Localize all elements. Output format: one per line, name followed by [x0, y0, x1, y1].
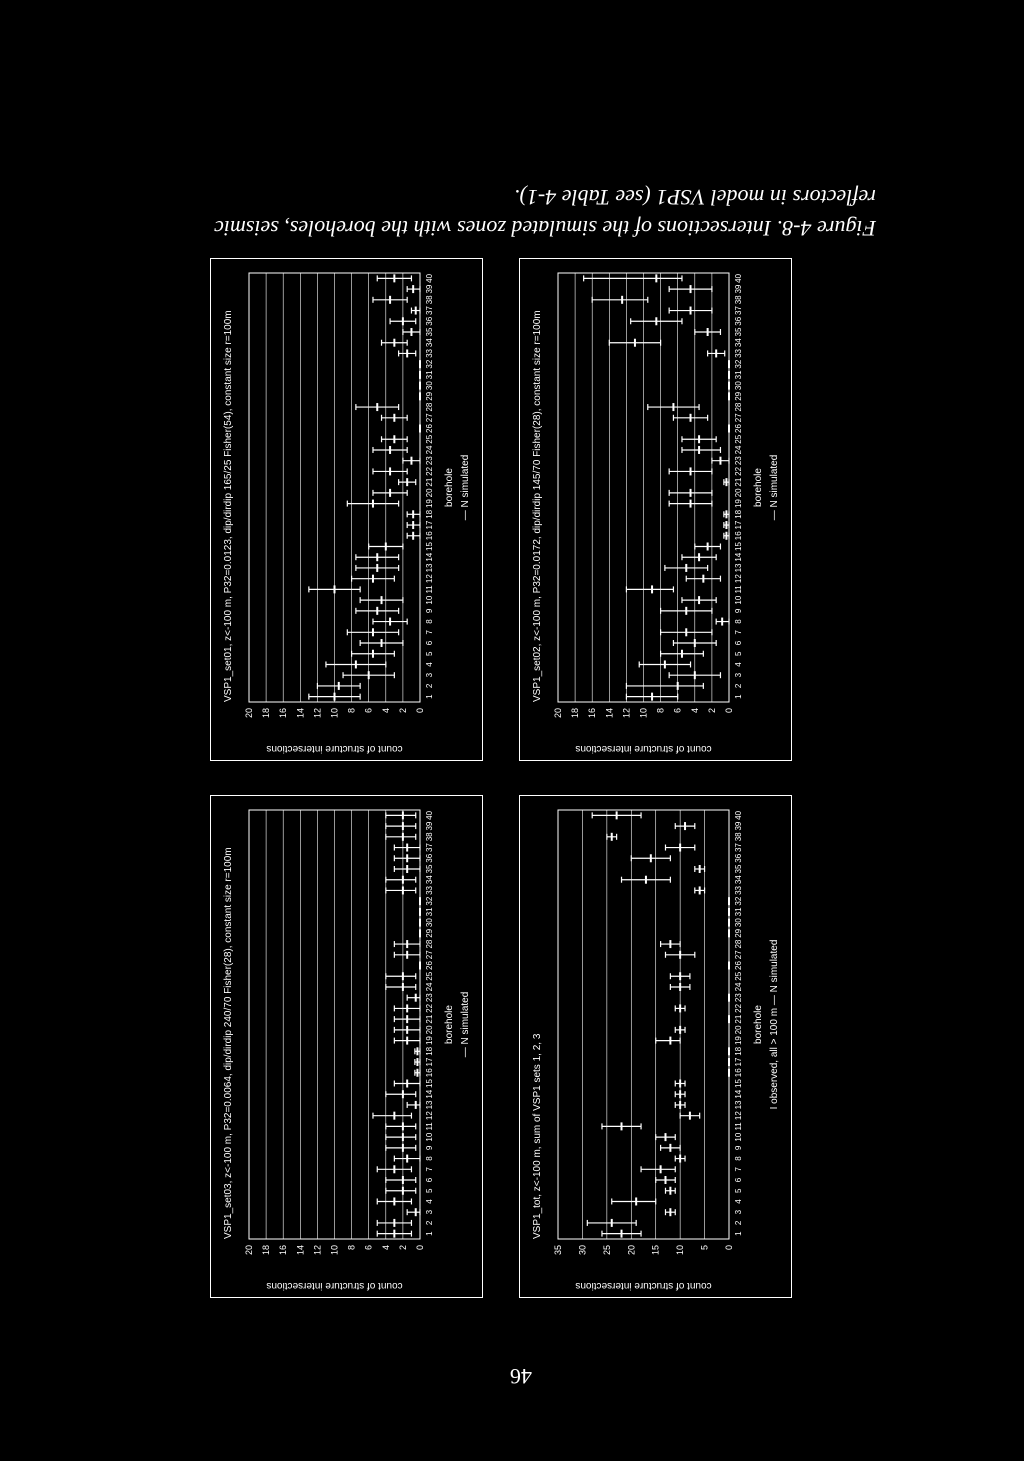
x-tick-label: 20	[425, 488, 434, 498]
x-tick-label: 6	[734, 1177, 743, 1183]
x-tick-label: 25	[425, 971, 434, 981]
x-tick-label: 29	[734, 928, 743, 938]
y-tick-label: 12	[312, 1245, 323, 1256]
chart-set03-frame	[519, 795, 792, 1298]
x-tick-label: 13	[425, 1100, 434, 1110]
x-tick-label: 3	[425, 672, 434, 678]
x-tick-label: 16	[425, 1068, 434, 1078]
x-tick-label: 29	[425, 391, 434, 401]
chart-body-tot	[532, 810, 780, 1291]
x-tick-label: 37	[425, 843, 434, 852]
x-tick-label: 40	[425, 810, 434, 820]
x-tick-label: 5	[734, 651, 743, 656]
x-tick-label: 10	[425, 1132, 434, 1142]
y-tick-label: 10	[329, 1245, 340, 1256]
x-tick-label: 37	[734, 843, 743, 852]
x-tick-label: 6	[425, 1177, 434, 1183]
x-tick-label: 10	[425, 595, 434, 605]
y-tick-label: 0	[415, 708, 425, 714]
y-tick-label: 8	[655, 708, 666, 714]
x-tick-label: 29	[734, 391, 743, 401]
x-tick-label: 2	[425, 683, 434, 689]
x-tick-label: 10	[734, 1132, 743, 1142]
x-tick-label: 27	[734, 413, 743, 423]
x-tick-label: 11	[425, 585, 434, 594]
x-tick-label: 39	[425, 821, 434, 831]
x-tick-label: 35	[734, 864, 743, 874]
x-tick-label: 18	[734, 1046, 743, 1056]
y-tick-label: 18	[261, 708, 272, 719]
chart-set03	[518, 794, 791, 1297]
x-axis-label: borehole	[444, 1005, 455, 1044]
x-tick-label: 14	[734, 552, 743, 562]
x-tick-label: 25	[425, 434, 434, 444]
x-tick-label: 1	[425, 1231, 434, 1236]
x-tick-label: 32	[734, 359, 743, 369]
x-tick-label: 14	[734, 1089, 743, 1099]
x-tick-label: 34	[425, 875, 434, 885]
x-tick-label: 28	[734, 402, 743, 412]
x-tick-label: 34	[734, 875, 743, 885]
x-tick-label: 1	[734, 1231, 743, 1236]
x-tick-label: 11	[734, 585, 743, 594]
chart-tot-frame	[210, 795, 483, 1298]
x-axis-label: borehole	[753, 468, 764, 507]
x-tick-label: 33	[734, 885, 743, 895]
x-tick-label: 22	[425, 466, 434, 476]
x-tick-label: 7	[734, 1167, 743, 1172]
x-tick-label: 34	[734, 338, 743, 348]
chart-set02	[209, 257, 482, 760]
x-tick-label: 37	[734, 306, 743, 315]
y-axis-label: count of structure intersections	[575, 1280, 712, 1291]
x-tick-label: 5	[425, 651, 434, 656]
y-tick-label: 16	[278, 708, 289, 719]
y-tick-label: 20	[244, 1245, 254, 1256]
x-tick-label: 33	[425, 348, 434, 358]
chart-title: VSP1_set03, z<-100 m, P32=0.0064, dip/dirdip 240/70 Fisher(28), constant size r=100m	[223, 847, 234, 1239]
y-tick-label: 8	[346, 708, 357, 714]
x-tick-label: 31	[734, 370, 743, 380]
x-tick-label: 35	[425, 327, 434, 337]
x-tick-label: 23	[425, 993, 434, 1003]
x-tick-label: 9	[734, 1145, 743, 1151]
x-tick-label: 23	[425, 456, 434, 466]
x-tick-label: 11	[734, 1122, 743, 1131]
y-tick-label: 10	[675, 1245, 686, 1256]
chart-tot	[209, 794, 482, 1297]
chart-body-set02	[532, 273, 780, 754]
x-tick-label: 34	[425, 338, 434, 348]
x-tick-label: 38	[734, 295, 743, 305]
x-tick-label: 4	[425, 662, 434, 667]
x-tick-label: 20	[734, 488, 743, 498]
x-tick-label: 10	[734, 595, 743, 605]
plot-area	[558, 810, 729, 1239]
y-tick-label: 15	[650, 1245, 661, 1256]
x-tick-label: 8	[425, 1156, 434, 1161]
x-tick-label: 21	[734, 477, 743, 487]
x-tick-label: 25	[734, 971, 743, 981]
x-tick-label: 17	[425, 1057, 434, 1067]
x-tick-label: 39	[425, 284, 434, 294]
y-tick-label: 20	[626, 1245, 637, 1256]
x-tick-label: 8	[425, 619, 434, 624]
chart-title: VSP1_tot, z<-100 m, sum of VSP1 sets 1, 2, 3	[532, 1033, 543, 1239]
y-tick-label: 16	[587, 708, 598, 719]
x-tick-label: 17	[425, 520, 434, 530]
x-tick-label: 24	[425, 445, 434, 455]
legend: — N simulated	[460, 454, 471, 521]
y-tick-label: 4	[380, 708, 391, 714]
page-number: 46	[510, 1364, 532, 1389]
chart-set01	[518, 257, 791, 760]
x-tick-label: 19	[734, 1036, 743, 1046]
x-tick-label: 20	[425, 1025, 434, 1035]
x-tick-label: 38	[734, 832, 743, 842]
x-tick-label: 31	[425, 907, 434, 917]
x-tick-label: 15	[734, 1079, 743, 1088]
x-tick-label: 8	[734, 619, 743, 624]
x-tick-label: 4	[425, 1199, 434, 1204]
chart-title: VSP1_set02, z<-100 m, P32=0.0172, dip/dirdip 145/70 Fisher(28), constant size r=100m	[532, 310, 543, 702]
x-tick-label: 18	[425, 1046, 434, 1056]
x-tick-label: 28	[425, 402, 434, 412]
x-tick-label: 2	[425, 1220, 434, 1226]
y-tick-label: 12	[621, 708, 632, 719]
y-tick-label: 14	[295, 1245, 306, 1256]
chart-title: VSP1_set01, z<-100 m, P32=0.0123, dip/dirdip 165/25 Fisher(54), constant size r=100m	[223, 310, 234, 702]
x-tick-label: 11	[425, 1122, 434, 1131]
x-tick-label: 15	[734, 542, 743, 551]
y-tick-label: 14	[604, 708, 615, 719]
y-tick-label: 5	[699, 1245, 710, 1251]
x-tick-label: 16	[425, 531, 434, 541]
chart-body-set03	[223, 810, 471, 1291]
x-tick-label: 29	[425, 928, 434, 938]
y-tick-label: 0	[724, 708, 734, 714]
x-tick-label: 36	[425, 853, 434, 863]
x-tick-label: 39	[734, 284, 743, 294]
x-tick-label: 14	[425, 552, 434, 562]
x-tick-label: 4	[734, 1199, 743, 1204]
x-tick-label: 7	[425, 630, 434, 635]
x-tick-label: 6	[425, 640, 434, 646]
y-axis-label: count of structure intersections	[266, 743, 403, 754]
x-tick-label: 14	[425, 1089, 434, 1099]
x-tick-label: 26	[425, 424, 434, 433]
y-tick-label: 18	[570, 708, 581, 719]
x-tick-label: 26	[734, 424, 743, 433]
y-tick-label: 8	[346, 1245, 357, 1251]
chart-set01-frame	[519, 258, 792, 761]
x-tick-label: 17	[734, 520, 743, 530]
x-tick-label: 16	[734, 531, 743, 541]
y-tick-label: 4	[380, 1245, 391, 1251]
x-tick-label: 7	[734, 630, 743, 635]
x-tick-label: 36	[734, 853, 743, 863]
x-tick-label: 35	[425, 864, 434, 874]
y-tick-label: 6	[672, 708, 683, 714]
x-tick-label: 40	[734, 810, 743, 820]
x-tick-label: 5	[425, 1188, 434, 1193]
y-tick-label: 20	[553, 708, 563, 719]
x-tick-label: 15	[425, 1079, 434, 1088]
x-tick-label: 35	[734, 327, 743, 337]
x-tick-label: 7	[425, 1167, 434, 1172]
y-tick-label: 18	[261, 1245, 272, 1256]
x-tick-label: 5	[734, 1188, 743, 1193]
x-axis-label: borehole	[753, 1005, 764, 1044]
legend: — N simulated	[769, 454, 780, 521]
x-tick-label: 1	[734, 694, 743, 699]
x-tick-label: 20	[734, 1025, 743, 1035]
x-tick-label: 26	[425, 961, 434, 970]
x-tick-label: 27	[425, 413, 434, 423]
x-tick-label: 33	[425, 885, 434, 895]
x-tick-label: 40	[734, 273, 743, 283]
x-tick-label: 3	[734, 672, 743, 678]
x-tick-label: 3	[734, 1209, 743, 1215]
x-tick-label: 9	[425, 1145, 434, 1151]
x-tick-label: 9	[425, 608, 434, 614]
y-tick-label: 35	[553, 1245, 563, 1256]
x-tick-label: 17	[734, 1057, 743, 1067]
x-tick-label: 4	[734, 662, 743, 667]
x-tick-label: 3	[425, 1209, 434, 1215]
x-tick-label: 15	[425, 542, 434, 551]
y-axis-label: count of structure intersections	[575, 743, 712, 754]
x-tick-label: 12	[734, 574, 743, 584]
x-tick-label: 13	[734, 563, 743, 573]
y-tick-label: 30	[577, 1245, 588, 1256]
x-tick-label: 32	[734, 896, 743, 906]
y-axis-label: count of structure intersections	[266, 1280, 403, 1291]
x-tick-label: 19	[425, 1036, 434, 1046]
x-tick-label: 13	[425, 563, 434, 573]
x-tick-label: 31	[734, 907, 743, 917]
y-tick-label: 25	[601, 1245, 612, 1256]
x-tick-label: 12	[425, 1111, 434, 1121]
x-tick-label: 24	[734, 445, 743, 455]
x-tick-label: 23	[734, 993, 743, 1003]
x-tick-label: 21	[425, 477, 434, 487]
x-tick-label: 32	[425, 359, 434, 369]
chart-set02-frame	[210, 258, 483, 761]
x-tick-label: 21	[425, 1014, 434, 1024]
x-tick-label: 38	[425, 832, 434, 842]
x-tick-label: 27	[734, 950, 743, 960]
x-tick-label: 30	[734, 381, 743, 391]
x-tick-label: 6	[734, 640, 743, 646]
x-tick-label: 16	[734, 1068, 743, 1078]
x-tick-label: 39	[734, 821, 743, 831]
y-tick-label: 6	[363, 708, 374, 714]
x-tick-label: 22	[734, 466, 743, 476]
x-tick-label: 22	[734, 1003, 743, 1013]
x-tick-label: 9	[734, 608, 743, 614]
x-tick-label: 8	[734, 1156, 743, 1161]
x-tick-label: 12	[734, 1111, 743, 1121]
x-tick-label: 28	[425, 939, 434, 949]
y-tick-label: 2	[706, 708, 717, 714]
x-tick-label: 31	[425, 370, 434, 380]
x-tick-label: 38	[425, 295, 434, 305]
y-tick-label: 16	[278, 1245, 289, 1256]
x-tick-label: 25	[734, 434, 743, 444]
y-tick-label: 6	[363, 1245, 374, 1251]
y-tick-label: 2	[397, 1245, 408, 1251]
x-tick-label: 23	[734, 456, 743, 466]
x-tick-label: 30	[425, 381, 434, 391]
x-tick-label: 30	[734, 918, 743, 928]
x-tick-label: 18	[425, 509, 434, 519]
x-tick-label: 27	[425, 950, 434, 960]
x-tick-label: 24	[425, 982, 434, 992]
chart-body-set01	[223, 273, 471, 754]
y-tick-label: 0	[415, 1245, 425, 1251]
x-tick-label: 28	[734, 939, 743, 949]
x-tick-label: 2	[734, 683, 743, 689]
x-tick-label: 12	[425, 574, 434, 584]
x-tick-label: 37	[425, 306, 434, 315]
x-tick-label: 21	[734, 1014, 743, 1024]
y-tick-label: 12	[312, 708, 323, 719]
x-tick-label: 1	[425, 694, 434, 699]
figure-caption: Figure 4-8. Intersections of the simulated zones with the boreholes, seismic reflectors in model VSP1 (see Table 4-1).	[214, 185, 876, 241]
legend: — N simulated	[460, 991, 471, 1058]
x-tick-label: 32	[425, 896, 434, 906]
x-tick-label: 24	[734, 982, 743, 992]
x-tick-label: 18	[734, 509, 743, 519]
x-tick-label: 30	[425, 918, 434, 928]
legend: I observed, all > 100 m — N simulated	[769, 939, 780, 1110]
y-tick-label: 14	[295, 708, 306, 719]
x-tick-label: 19	[734, 499, 743, 509]
y-tick-label: 0	[724, 1245, 734, 1251]
y-tick-label: 2	[397, 708, 408, 714]
x-tick-label: 36	[734, 316, 743, 326]
y-tick-label: 4	[689, 708, 700, 714]
x-tick-label: 13	[734, 1100, 743, 1110]
y-tick-label: 20	[244, 708, 254, 719]
x-tick-label: 26	[734, 961, 743, 970]
y-tick-label: 10	[329, 708, 340, 719]
x-tick-label: 33	[734, 348, 743, 358]
x-tick-label: 22	[425, 1003, 434, 1013]
x-tick-label: 19	[425, 499, 434, 509]
y-tick-label: 10	[638, 708, 649, 719]
x-tick-label: 36	[425, 316, 434, 326]
x-axis-label: borehole	[444, 468, 455, 507]
x-tick-label: 2	[734, 1220, 743, 1226]
x-tick-label: 40	[425, 273, 434, 283]
